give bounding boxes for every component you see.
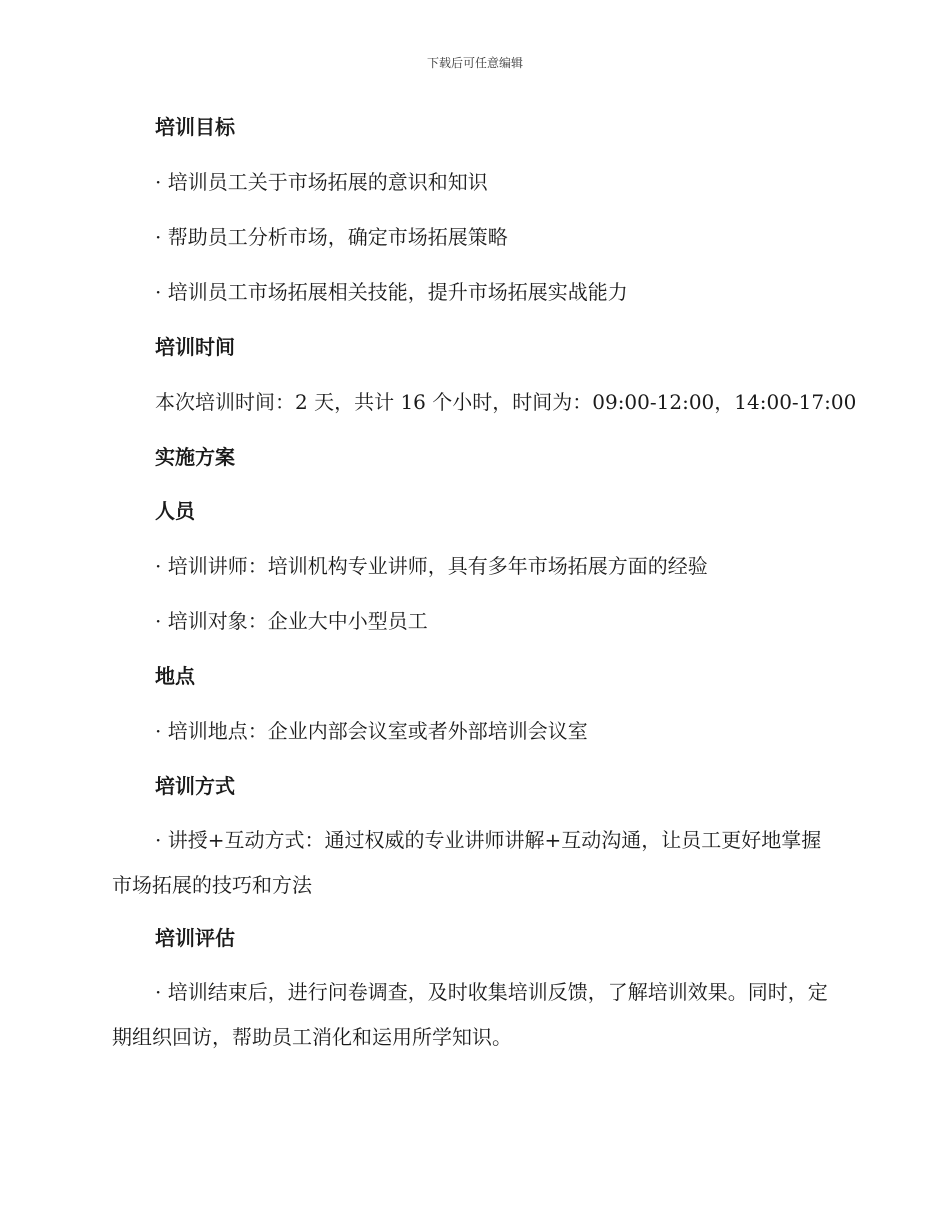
page-header-note: 下载后可任意编辑 (426, 56, 523, 70)
training-time-text: 本次培训时间：2 天，共计 16 个小时，时间为：09:00-12:00，14:00-17:00 (155, 390, 857, 414)
heading-location: 地点 (155, 664, 195, 688)
goal-item-2: · 帮助员工分析市场，确定市场拓展策略 (155, 225, 508, 249)
goal-item-3: · 培训员工市场拓展相关技能，提升市场拓展实战能力 (155, 280, 628, 304)
training-method-paragraph: · 讲授+互动方式：通过权威的专业讲师讲解+互动沟通，让员工更好地掌握市场拓展的技巧和方法 (112, 828, 822, 897)
location-item: · 培训地点：企业内部会议室或者外部培训会议室 (155, 719, 588, 743)
heading-implementation-plan: 实施方案 (155, 445, 235, 469)
training-evaluation-paragraph: · 培训结束后，进行问卷调查，及时收集培训反馈，了解培训效果。同时，定期组织回访，帮助员工消化和运用所学知识。 (112, 980, 828, 1049)
goal-item-1: · 培训员工关于市场拓展的意识和知识 (155, 170, 488, 194)
heading-training-method: 培训方式 (155, 774, 235, 798)
people-item-trainer: · 培训讲师：培训机构专业讲师，具有多年市场拓展方面的经验 (155, 554, 708, 578)
people-item-audience: · 培训对象：企业大中小型员工 (155, 609, 428, 633)
heading-training-evaluation: 培训评估 (155, 926, 235, 950)
heading-training-time: 培训时间 (155, 335, 235, 359)
heading-training-goal: 培训目标 (155, 115, 235, 139)
heading-people: 人员 (155, 499, 195, 523)
